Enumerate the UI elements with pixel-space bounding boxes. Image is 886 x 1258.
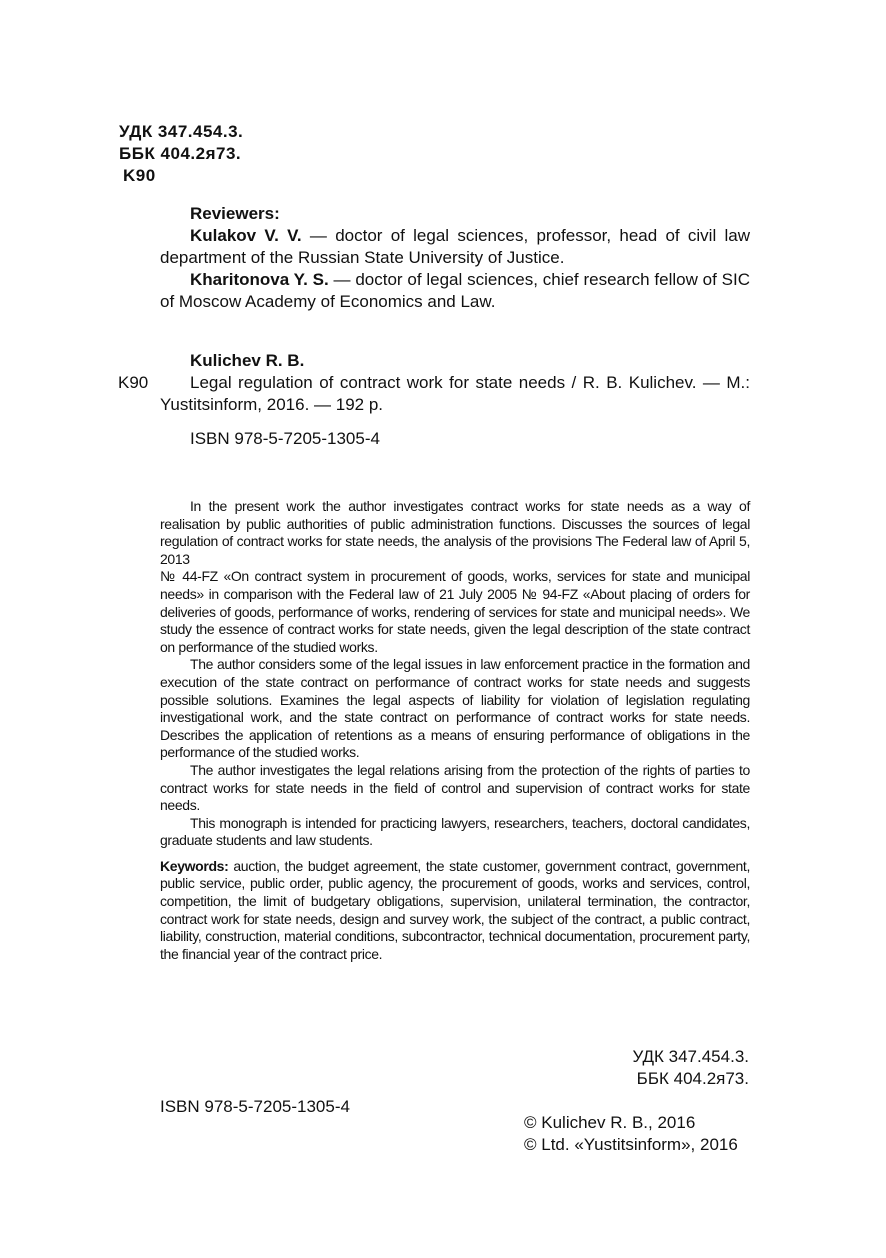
isbn-main: ISBN 978-5-7205-1305-4 bbox=[190, 429, 380, 448]
abstract-paragraph: This monograph is intended for practicing lawyers, researchers, teachers, doctoral candidates, graduate students and law students. bbox=[160, 814, 750, 849]
keywords-text: auction, the budget agreement, the state customer, government contract, government, public service, public order, public agency, the procurement of goods, works and services, control, competition, the limit of budgetary obligations, supervision, unilateral termination, the contractor, contract work for state needs, design and survey work, the subject of the contract, a public contract, liability, construction, material conditions, subcontractor, technical documentation, procurement party, the financial year of the contract price. bbox=[160, 857, 750, 962]
book-author: Kulichev R. B. bbox=[190, 351, 305, 370]
footer-classification bbox=[632, 1046, 749, 1090]
reviewer-item bbox=[160, 225, 750, 269]
abstract-paragraph: № 44-FZ «On contract system in procurement of goods, works, services for state and municipal needs» in comparison with the Federal law of 21 July 2005 № 94-FZ «About placing of orders for deliveries of goods, performance of works, rendering of services for state and municipal needs». We study the essence of contract works for state needs, given the legal description of the state contract on performance of the studied works. bbox=[160, 568, 750, 655]
isbn-footer: ISBN 978-5-7205-1305-4 bbox=[160, 1097, 350, 1116]
keywords-label: Keywords: bbox=[160, 857, 229, 874]
bibliographic-entry: Legal regulation of contract work for state needs / R. B. Kulichev. — M.: Yustitsinform, 2016. — 192 p. bbox=[160, 373, 750, 414]
reviewer-item bbox=[160, 269, 750, 313]
classification-block bbox=[119, 121, 243, 187]
abstract-paragraph: The author considers some of the legal issues in law enforcement practice in the formation and execution of the state contract on performance of contract works for state needs and suggests possible solutions. Examines the legal aspects of liability for violation of legislation regulating investigational work, and the state contract on performance of contract works for state needs. Describes the application of retentions as a means of ensuring performance of obligations in the performance of the studied works. bbox=[160, 656, 750, 761]
abstract-block bbox=[160, 498, 750, 963]
bibliographic-entry-row bbox=[118, 372, 750, 416]
footer-udk: УДК 347.454.3. bbox=[632, 1047, 749, 1066]
reviewer-desc: — doctor of legal sciences, chief research fellow of SIC of Moscow Academy of Economics and Law. bbox=[160, 270, 750, 311]
bibliographic-record bbox=[118, 350, 750, 450]
reviewers-block bbox=[160, 203, 750, 313]
bbk-code: ББК 404.2я73. bbox=[119, 144, 242, 163]
copyright-publisher: © Ltd. «Yustitsinform», 2016 bbox=[524, 1135, 738, 1154]
copyright-block bbox=[524, 1112, 738, 1156]
abstract-paragraph: The author investigates the legal relations arising from the protection of the rights of parties to contract works for state needs in the field of control and supervision of contract works for state needs. bbox=[160, 761, 750, 814]
udk-code: УДК 347.454.3. bbox=[119, 122, 244, 141]
reviewer-name: Kharitonova Y. S. bbox=[190, 270, 329, 289]
abstract-paragraph: In the present work the author investigates contract works for state needs as a way of realisation by public authorities of public administration functions. Discusses the sources of legal regulation of contract works for state needs, the analysis of the provisions The Federal law of April 5, 2013 bbox=[160, 498, 750, 567]
author-mark: K90 bbox=[123, 166, 156, 185]
reviewer-desc: — doctor of legal sciences, professor, head of civil law department of the Russian State University of Justice. bbox=[160, 226, 750, 267]
keywords-paragraph bbox=[160, 858, 750, 964]
reviewer-name: Kulakov V. V. bbox=[190, 226, 302, 245]
copyright-author: © Kulichev R. B., 2016 bbox=[524, 1113, 696, 1132]
reviewers-heading: Reviewers: bbox=[190, 204, 280, 223]
author-mark-inline: K90 bbox=[118, 373, 149, 392]
footer-bbk: ББК 404.2я73. bbox=[636, 1069, 749, 1088]
